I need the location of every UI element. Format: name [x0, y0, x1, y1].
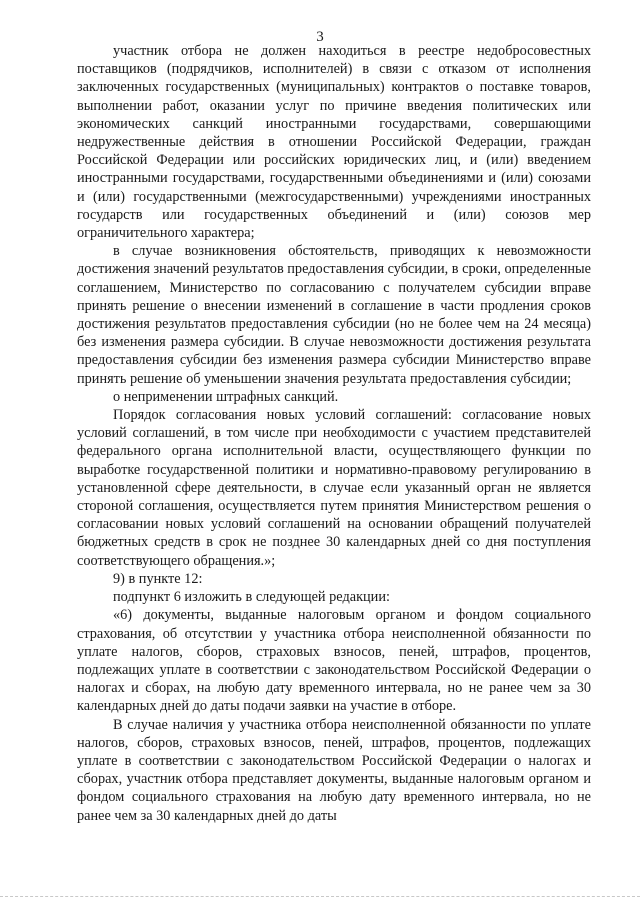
- paragraph-item-9: 9) в пункте 12:: [113, 570, 203, 587]
- document-body: [77, 42, 591, 825]
- page-bottom-edge: [0, 896, 640, 897]
- paragraph-circumstances: в случае возникновения обстоятельств, приводящих к невозможности достижения значений результатов предоставления субсидии, в сроки, определенные соглашением, Министерство по согласованию с получателем субсидии вправе принять решение о внесении изменений в соглашение в части продления сроков достижения результатов предоставления субсидии (но не более чем на 24 месяца) без изменения размера субсидии. В случае невозможности достижения результата предоставления субсидии без изменения размера субсидии Министерство вправе принять решение об уменьшении значения результата предоставления субсидии;: [77, 243, 591, 387]
- paragraph-tax-arrears: В случае наличия у участника отбора неисполненной обязанности по уплате налогов, сборов, страховых взносов, пеней, штрафов, процентов, подлежащих уплате в соответствии с законодательством Российской Федерации о налогах и сборах, участник отбора представляет документы, выданные налоговым органом и фондом социального страхования на любую дату временного интервала, но не ранее чем за 30 календарных дней до даты: [77, 716, 591, 824]
- page-number: 3: [316, 29, 324, 45]
- paragraph-approval-procedure: Порядок согласования новых условий соглашений: согласование новых условий соглашений, в том числе при необходимости с участием представителей федерального органа исполнительной власти, осуществляющего функции по выработке государственной политики и нормативно-правовому регулированию в установленной сфере деятельности, в случае если указанный орган не является стороной соглашения, осуществляется путем принятия Министерством решения о согласовании новых условий соглашений на основании обращений получателей бюджетных средств в срок не позднее 30 календарных дней со дня поступления соответствующего обращения.»;: [77, 407, 591, 569]
- paragraph-no-penalties: о неприменении штрафных санкций.: [113, 388, 339, 405]
- paragraph-subitem-6-intro: подпункт 6 изложить в следующей редакции:: [113, 589, 390, 606]
- paragraph-participant-requirements: участник отбора не должен находиться в реестре недобросовестных поставщиков (подрядчиков, исполнителей) в связи с отказом от исполнения заключенных государственных (муниципальных) контрактов о поставке товаров, выполнении работ, оказании услуг по причине введения политических или экономических санкций иностранными государствами, совершающими недружественные действия в отношении Российской Федерации, граждан Российской Федерации или российских юридических лиц, и (или) введением иностранными государствами, государственными объединениями и (или) союзами и (или) государственными (межгосударственными) учреждениями иностранных государств или государственных объединений и (или) союзов мер ограничительного характера;: [77, 43, 591, 242]
- paragraph-subitem-6-text: «6) документы, выданные налоговым органом и фондом социального страхования, об отсутствии у участника отбора неисполненной обязанности по уплате налогов, сборов, страховых взносов, пеней, штрафов, процентов, подлежащих уплате в соответствии с законодательством Российской Федерации о налогах и сборах, на любую дату временного интервала, но не ранее чем за 30 календарных дней до даты подачи заявки на участие в отборе.: [77, 607, 591, 715]
